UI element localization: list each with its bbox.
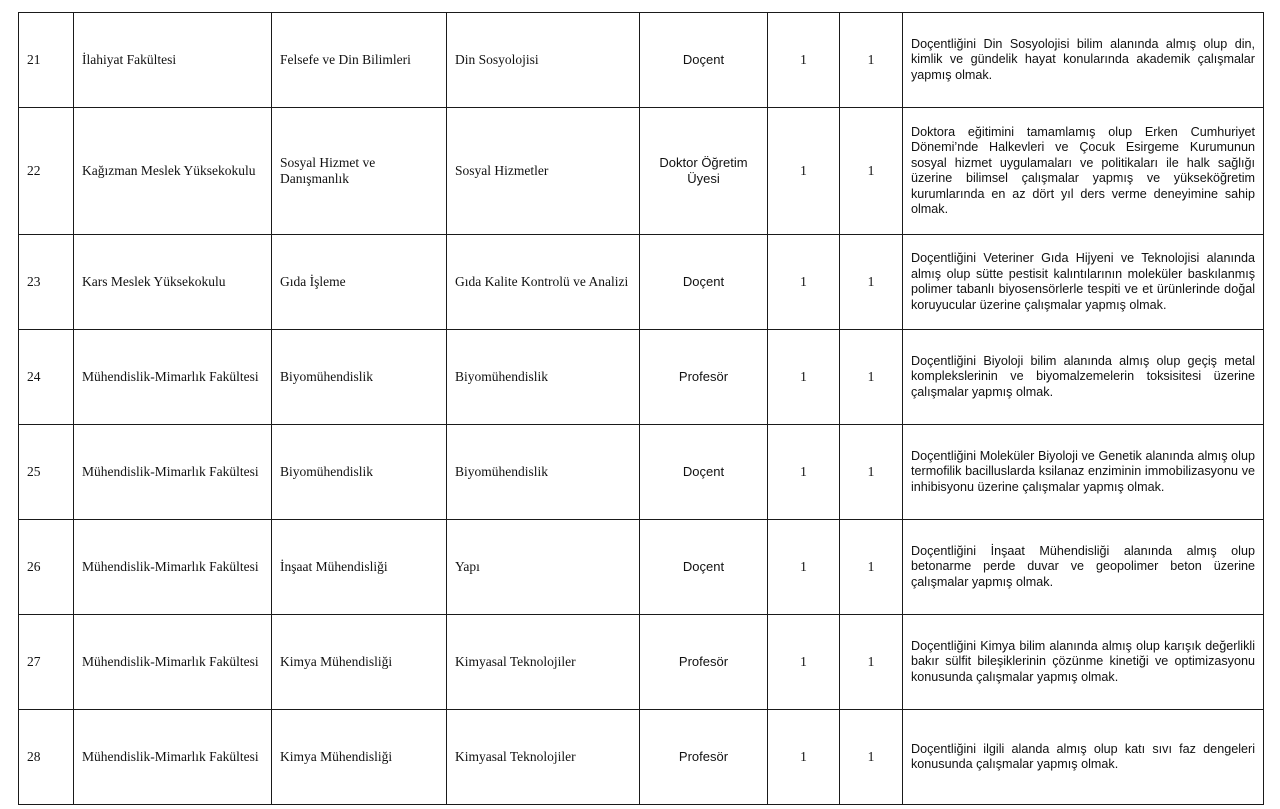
row-number: 25 [19, 425, 74, 520]
unit-cell: Mühendislik-Mimarlık Fakültesi [74, 425, 272, 520]
table-row [19, 615, 1264, 710]
title-cell: Doçent [640, 235, 768, 330]
requirement-cell: Doçentliğini İnşaat Mühendisliği alanında almış olup betonarme perde duvar ve geopolimer beton üzerine çalışmalar yapmış olmak. [903, 520, 1264, 615]
title-cell: Doçent [640, 520, 768, 615]
title-cell: Profesör [640, 330, 768, 425]
table-row [19, 520, 1264, 615]
field-cell: Din Sosyolojisi [447, 13, 640, 108]
table-row [19, 108, 1264, 235]
count-cell-2: 1 [840, 615, 903, 710]
department-cell: Kimya Mühendisliği [272, 710, 447, 805]
count-cell-1: 1 [768, 520, 840, 615]
count-cell-2: 1 [840, 520, 903, 615]
table-row [19, 13, 1264, 108]
field-cell: Sosyal Hizmetler [447, 108, 640, 235]
field-cell: Biyomühendislik [447, 330, 640, 425]
title-cell: Doktor Öğretim Üyesi [640, 108, 768, 235]
count-cell-2: 1 [840, 235, 903, 330]
row-number: 21 [19, 13, 74, 108]
table-row [19, 330, 1264, 425]
positions-table [18, 12, 1264, 805]
department-cell: Felsefe ve Din Bilimleri [272, 13, 447, 108]
unit-cell: Mühendislik-Mimarlık Fakültesi [74, 615, 272, 710]
count-cell-1: 1 [768, 425, 840, 520]
requirement-cell: Doçentliğini Biyoloji bilim alanında almış olup geçiş metal komplekslerinin ve biyomalzemelerin toksisitesi üzerine çalışmalar yapmış olmak. [903, 330, 1264, 425]
count-cell-1: 1 [768, 710, 840, 805]
title-cell: Profesör [640, 615, 768, 710]
field-cell: Yapı [447, 520, 640, 615]
title-cell: Doçent [640, 13, 768, 108]
unit-cell: Kağızman Meslek Yüksekokulu [74, 108, 272, 235]
department-cell: Biyomühendislik [272, 425, 447, 520]
field-cell: Kimyasal Teknolojiler [447, 615, 640, 710]
department-cell: Biyomühendislik [272, 330, 447, 425]
field-cell: Biyomühendislik [447, 425, 640, 520]
department-cell: İnşaat Mühendisliği [272, 520, 447, 615]
unit-cell: Kars Meslek Yüksekokulu [74, 235, 272, 330]
row-number: 27 [19, 615, 74, 710]
table-row [19, 235, 1264, 330]
count-cell-1: 1 [768, 13, 840, 108]
title-cell: Doçent [640, 425, 768, 520]
requirement-cell: Doçentliğini Veteriner Gıda Hijyeni ve Teknolojisi alanında almış olup sütte pestisit kalıntılarının moleküler baskılanmış polimer tabanlı biyosensörlerle tespiti ve et ürünlerinde doğal koruyucular üzerine çalışmalar yapmış olmak. [903, 235, 1264, 330]
row-number: 24 [19, 330, 74, 425]
count-cell-2: 1 [840, 13, 903, 108]
count-cell-2: 1 [840, 108, 903, 235]
unit-cell: Mühendislik-Mimarlık Fakültesi [74, 710, 272, 805]
count-cell-1: 1 [768, 330, 840, 425]
field-cell: Kimyasal Teknolojiler [447, 710, 640, 805]
count-cell-2: 1 [840, 710, 903, 805]
requirement-cell: Doçentliğini Moleküler Biyoloji ve Genetik alanında almış olup termofilik bacilluslarda ksilanaz enziminin immobilizasyonu ve inhibisyonu üzerine çalışmalar yapmış olmak. [903, 425, 1264, 520]
count-cell-1: 1 [768, 615, 840, 710]
row-number: 28 [19, 710, 74, 805]
department-cell: Gıda İşleme [272, 235, 447, 330]
requirement-cell: Doktora eğitimini tamamlamış olup Erken Cumhuriyet Dönemi’nde Halkevleri ve Çocuk Esirgeme Kurumunun sosyal hizmet uygulamaları ve politikaları ile halk sağlığı üzerine bilimsel çalışmalar yapmış ve yükseköğretim kurumlarında en az dört yıl ders verme deneyimine sahip olmak. [903, 108, 1264, 235]
table-row [19, 710, 1264, 805]
requirement-cell: Doçentliğini Kimya bilim alanında almış olup karışık değerlikli bakır sülfit bileşiklerinin çözünme kinetiği ve optimizasyonu konusunda çalışmalar yapmış olmak. [903, 615, 1264, 710]
department-cell: Sosyal Hizmet ve Danışmanlık [272, 108, 447, 235]
table-row [19, 425, 1264, 520]
unit-cell: Mühendislik-Mimarlık Fakültesi [74, 520, 272, 615]
unit-cell: İlahiyat Fakültesi [74, 13, 272, 108]
unit-cell: Mühendislik-Mimarlık Fakültesi [74, 330, 272, 425]
row-number: 23 [19, 235, 74, 330]
row-number: 22 [19, 108, 74, 235]
count-cell-1: 1 [768, 108, 840, 235]
title-cell: Profesör [640, 710, 768, 805]
count-cell-1: 1 [768, 235, 840, 330]
field-cell: Gıda Kalite Kontrolü ve Analizi [447, 235, 640, 330]
requirement-cell: Doçentliğini ilgili alanda almış olup katı sıvı faz dengeleri konusunda çalışmalar yapmış olmak. [903, 710, 1264, 805]
count-cell-2: 1 [840, 330, 903, 425]
count-cell-2: 1 [840, 425, 903, 520]
requirement-cell: Doçentliğini Din Sosyolojisi bilim alanında almış olup din, kimlik ve gündelik hayat konularında akademik çalışmalar yapmış olmak. [903, 13, 1264, 108]
department-cell: Kimya Mühendisliği [272, 615, 447, 710]
row-number: 26 [19, 520, 74, 615]
